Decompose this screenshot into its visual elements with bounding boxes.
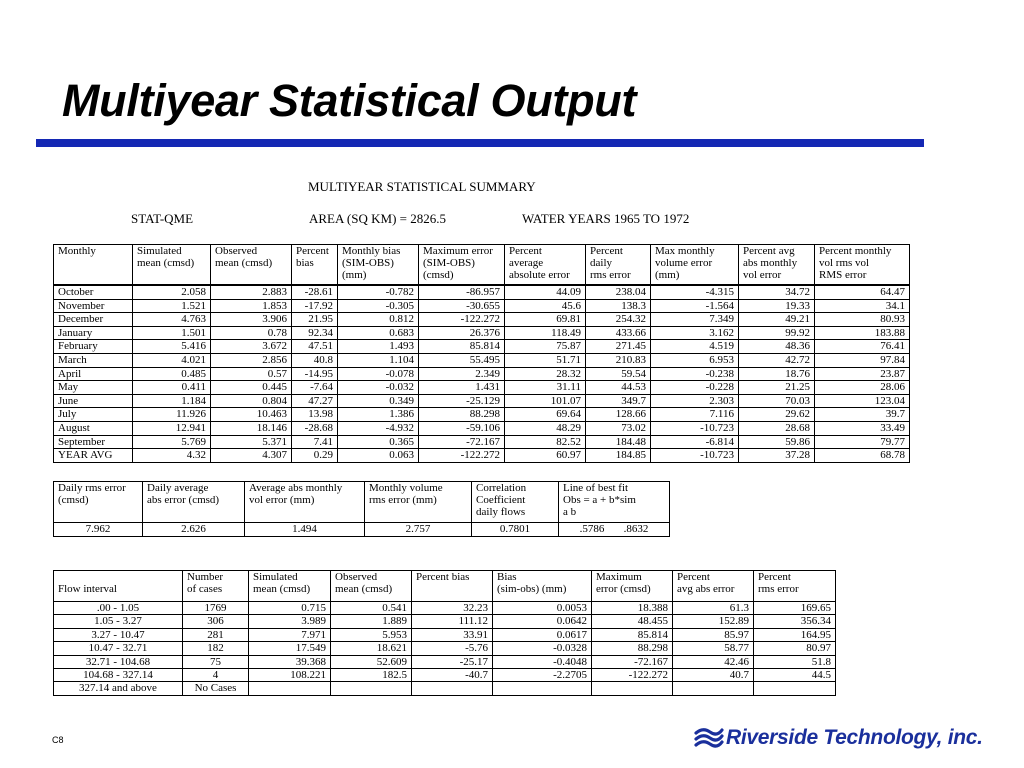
monthly-table-cell: 0.445 (211, 381, 292, 395)
monthly-table-cell: May (54, 381, 133, 395)
monthly-table-cell: April (54, 367, 133, 381)
daily-table-cell: 7.962 (54, 523, 143, 537)
monthly-table-cell: 0.063 (338, 449, 419, 463)
flow-table-cell: 0.541 (331, 602, 412, 615)
flow-table-cell (592, 682, 673, 695)
monthly-table-cell: 3.672 (211, 340, 292, 354)
monthly-table-cell: -4.932 (338, 421, 419, 435)
monthly-table-cell: 1.521 (133, 299, 211, 313)
monthly-table-cell: -0.228 (651, 381, 739, 395)
flow-table-cell: 169.65 (754, 602, 836, 615)
monthly-table-col-header: Max monthly volume error (mm) (651, 245, 739, 286)
monthly-table-cell: -14.95 (292, 367, 338, 381)
monthly-table-col-header: Percent average absolute error (505, 245, 586, 286)
monthly-table-cell: 6.953 (651, 353, 739, 367)
monthly-table-cell: 1.431 (419, 381, 505, 395)
flow-table-cell: 164.95 (754, 628, 836, 641)
flow-table-cell (493, 682, 592, 695)
summary-heading: MULTIYEAR STATISTICAL SUMMARY (308, 179, 536, 194)
flow-table-row (54, 669, 836, 682)
monthly-table-cell: 28.06 (815, 381, 910, 395)
monthly-table-cell: 70.03 (739, 394, 815, 408)
flow-table-row (54, 628, 836, 641)
monthly-table-cell: 76.41 (815, 340, 910, 354)
monthly-table-cell: 3.906 (211, 313, 292, 327)
monthly-table-cell: -30.655 (419, 299, 505, 313)
flow-table-cell: 85.814 (592, 628, 673, 641)
monthly-table-cell: 0.57 (211, 367, 292, 381)
daily-table-col-header: Average abs monthly vol error (mm) (245, 482, 365, 523)
flow-table-cell: -0.0328 (493, 642, 592, 655)
monthly-table-cell: 28.68 (739, 421, 815, 435)
monthly-table-cell: 1.104 (338, 353, 419, 367)
monthly-table-cell: 26.376 (419, 326, 505, 340)
flow-table-cell (249, 682, 331, 695)
flow-table-cell: -5.76 (412, 642, 493, 655)
monthly-table-cell: 18.146 (211, 421, 292, 435)
flow-table-col-header: Percent avg abs error (673, 571, 754, 602)
flow-table-cell: 0.715 (249, 602, 331, 615)
monthly-table-col-header: Maximum error (SIM-OBS) (cmsd) (419, 245, 505, 286)
flow-table-cell: 42.46 (673, 655, 754, 668)
monthly-table-cell: 85.814 (419, 340, 505, 354)
flow-table-cell: 51.8 (754, 655, 836, 668)
monthly-table-cell: 39.7 (815, 408, 910, 422)
monthly-table-cell: 1.501 (133, 326, 211, 340)
monthly-table-cell: 349.7 (586, 394, 651, 408)
monthly-table-cell: -0.032 (338, 381, 419, 395)
flow-table-cell: 356.34 (754, 615, 836, 628)
flow-table-cell: 306 (183, 615, 249, 628)
monthly-table-cell: 31.11 (505, 381, 586, 395)
monthly-table-cell: 45.6 (505, 299, 586, 313)
monthly-table-cell: 2.349 (419, 367, 505, 381)
monthly-table-cell: 29.62 (739, 408, 815, 422)
slide-title: Multiyear Statistical Output (62, 75, 637, 126)
monthly-table-cell: 1.386 (338, 408, 419, 422)
monthly-table-cell: -17.92 (292, 299, 338, 313)
monthly-table-cell: 48.36 (739, 340, 815, 354)
monthly-table-cell: -28.61 (292, 285, 338, 299)
monthly-table-cell: 19.33 (739, 299, 815, 313)
monthly-table-cell: -7.64 (292, 381, 338, 395)
monthly-table-cell: 44.53 (586, 381, 651, 395)
flow-table-cell: 4 (183, 669, 249, 682)
flow-table-cell: 33.91 (412, 628, 493, 641)
monthly-table-cell: October (54, 285, 133, 299)
company-name: Riverside Technology, inc. (726, 726, 983, 749)
monthly-table-cell: 12.941 (133, 421, 211, 435)
monthly-table-cell: 40.8 (292, 353, 338, 367)
water-years: WATER YEARS 1965 TO 1972 (522, 211, 690, 226)
monthly-table-cell: 37.28 (739, 449, 815, 463)
monthly-table-cell: YEAR AVG (54, 449, 133, 463)
flow-table-cell: -0.4048 (493, 655, 592, 668)
flow-table-cell: 75 (183, 655, 249, 668)
daily-stats-table (53, 481, 670, 537)
monthly-table-cell: 0.485 (133, 367, 211, 381)
monthly-table-col-header: Percent avg abs monthly vol error (739, 245, 815, 286)
flow-table-cell: 1.05 - 3.27 (54, 615, 183, 628)
monthly-table-cell: 0.349 (338, 394, 419, 408)
flow-table-row (54, 642, 836, 655)
monthly-table-cell: 64.47 (815, 285, 910, 299)
monthly-table-row (54, 340, 910, 354)
flow-table-row (54, 682, 836, 695)
monthly-table-cell: 80.93 (815, 313, 910, 327)
flow-table-cell: 1.889 (331, 615, 412, 628)
flow-table-cell: 48.455 (592, 615, 673, 628)
monthly-table-cell: 59.54 (586, 367, 651, 381)
flow-table-cell: 111.12 (412, 615, 493, 628)
monthly-table-cell: 184.48 (586, 435, 651, 449)
monthly-table-cell: 55.495 (419, 353, 505, 367)
monthly-table-row (54, 421, 910, 435)
monthly-table-cell: 21.25 (739, 381, 815, 395)
flow-table-cell: 0.0617 (493, 628, 592, 641)
daily-table-cell: 2.757 (365, 523, 472, 537)
daily-table-cell: 2.626 (143, 523, 245, 537)
monthly-table-cell: 5.769 (133, 435, 211, 449)
flow-table-row (54, 602, 836, 615)
daily-table-col-header: Daily rms error (cmsd) (54, 482, 143, 523)
monthly-table-cell: 48.29 (505, 421, 586, 435)
flow-table-col-header: Bias (sim-obs) (mm) (493, 571, 592, 602)
flow-table-cell: 58.77 (673, 642, 754, 655)
monthly-table-cell: 18.76 (739, 367, 815, 381)
monthly-table-cell: 99.92 (739, 326, 815, 340)
monthly-table-cell: 33.49 (815, 421, 910, 435)
monthly-table-cell: January (54, 326, 133, 340)
monthly-table-cell: 0.78 (211, 326, 292, 340)
monthly-table-cell: 271.45 (586, 340, 651, 354)
monthly-table-col-header: Monthly bias (SIM-OBS) (mm) (338, 245, 419, 286)
daily-table-header (54, 482, 670, 523)
monthly-table-cell: -59.106 (419, 421, 505, 435)
flow-table-cell: 80.97 (754, 642, 836, 655)
monthly-table-row (54, 313, 910, 327)
flow-table-row (54, 615, 836, 628)
flow-table-col-header: Flow interval (54, 571, 183, 602)
flow-table-cell: 104.68 - 327.14 (54, 669, 183, 682)
monthly-table-cell: 47.51 (292, 340, 338, 354)
monthly-table-cell: 34.1 (815, 299, 910, 313)
flow-table-cell: -40.7 (412, 669, 493, 682)
monthly-table-row (54, 367, 910, 381)
flow-table-col-header: Percent bias (412, 571, 493, 602)
flow-table-cell: .00 - 1.05 (54, 602, 183, 615)
monthly-table-col-header: Percent daily rms error (586, 245, 651, 286)
monthly-table-col-header: Percent monthly vol rms vol RMS error (815, 245, 910, 286)
monthly-table-row (54, 326, 910, 340)
monthly-table-cell: 4.021 (133, 353, 211, 367)
monthly-table-cell: -28.68 (292, 421, 338, 435)
monthly-table-cell: 60.97 (505, 449, 586, 463)
monthly-table-cell: 118.49 (505, 326, 586, 340)
monthly-table-cell: -25.129 (419, 394, 505, 408)
flow-table-cell: 85.97 (673, 628, 754, 641)
monthly-table-cell: 88.298 (419, 408, 505, 422)
flow-table-cell: 327.14 and above (54, 682, 183, 695)
monthly-table-cell: -6.814 (651, 435, 739, 449)
monthly-table-cell: -122.272 (419, 313, 505, 327)
monthly-table-cell: 3.162 (651, 326, 739, 340)
monthly-table-row (54, 449, 910, 463)
flow-table-cell: 39.368 (249, 655, 331, 668)
flow-table-cell: 182.5 (331, 669, 412, 682)
monthly-table-cell: 123.04 (815, 394, 910, 408)
monthly-table-cell: 47.27 (292, 394, 338, 408)
daily-table-col-header: Line of best fit Obs = a + b*sim a b (559, 482, 670, 523)
title-underline (36, 139, 924, 147)
monthly-table-cell: 5.416 (133, 340, 211, 354)
monthly-table-cell: 23.87 (815, 367, 910, 381)
flow-table-cell (412, 682, 493, 695)
monthly-table-cell: 7.41 (292, 435, 338, 449)
monthly-table-cell: -0.078 (338, 367, 419, 381)
monthly-table-col-header: Simulated mean (cmsd) (133, 245, 211, 286)
flow-table-cell: 88.298 (592, 642, 673, 655)
flow-table-cell: 182 (183, 642, 249, 655)
daily-table-row (54, 523, 670, 537)
monthly-table-cell: 97.84 (815, 353, 910, 367)
monthly-table-cell: -86.957 (419, 285, 505, 299)
flow-table-cell: 18.621 (331, 642, 412, 655)
monthly-table-cell: -4.315 (651, 285, 739, 299)
daily-table-cell: 0.7801 (472, 523, 559, 537)
monthly-table-cell: 5.371 (211, 435, 292, 449)
flow-table-cell: 32.71 - 104.68 (54, 655, 183, 668)
monthly-table-cell: 68.78 (815, 449, 910, 463)
monthly-table-cell: -10.723 (651, 449, 739, 463)
monthly-table-cell: 4.307 (211, 449, 292, 463)
monthly-table-col-header: Observed mean (cmsd) (211, 245, 292, 286)
flow-table-cell: 5.953 (331, 628, 412, 641)
monthly-table-cell: 42.72 (739, 353, 815, 367)
monthly-table-cell: 7.116 (651, 408, 739, 422)
flow-table-cell: 44.5 (754, 669, 836, 682)
monthly-table-cell: 2.058 (133, 285, 211, 299)
flow-table-cell: 61.3 (673, 602, 754, 615)
flow-table-cell: 3.989 (249, 615, 331, 628)
flow-table-cell (673, 682, 754, 695)
monthly-table-cell: 1.493 (338, 340, 419, 354)
monthly-table-cell: -1.564 (651, 299, 739, 313)
monthly-table-cell: 128.66 (586, 408, 651, 422)
flow-table-cell: 152.89 (673, 615, 754, 628)
monthly-table-cell: 210.83 (586, 353, 651, 367)
monthly-table-cell: 73.02 (586, 421, 651, 435)
flow-table-cell: 10.47 - 32.71 (54, 642, 183, 655)
monthly-table-cell: 433.66 (586, 326, 651, 340)
monthly-table-cell: December (54, 313, 133, 327)
flow-table-cell: 40.7 (673, 669, 754, 682)
monthly-table-cell: 138.3 (586, 299, 651, 313)
monthly-table-cell: -0.238 (651, 367, 739, 381)
area-label: AREA (SQ KM) = 2826.5 (309, 211, 446, 226)
monthly-table-row (54, 299, 910, 313)
monthly-table-cell: -72.167 (419, 435, 505, 449)
flow-table-cell (754, 682, 836, 695)
flow-table-row (54, 655, 836, 668)
monthly-table-cell: 28.32 (505, 367, 586, 381)
monthly-table-cell: 2.856 (211, 353, 292, 367)
station-id: STAT-QME (131, 211, 194, 226)
monthly-table-cell: -0.782 (338, 285, 419, 299)
flow-table-cell: 32.23 (412, 602, 493, 615)
monthly-table-cell: September (54, 435, 133, 449)
monthly-table-cell: 0.29 (292, 449, 338, 463)
monthly-table-cell: August (54, 421, 133, 435)
monthly-table-cell: -122.272 (419, 449, 505, 463)
flow-table-cell: 1769 (183, 602, 249, 615)
flow-table-cell: -72.167 (592, 655, 673, 668)
flow-table-col-header: Simulated mean (cmsd) (249, 571, 331, 602)
flow-table-cell: 0.0053 (493, 602, 592, 615)
monthly-table-cell: 1.184 (133, 394, 211, 408)
daily-table-col-header: Daily average abs error (cmsd) (143, 482, 245, 523)
monthly-table-cell: 0.804 (211, 394, 292, 408)
monthly-table-cell: 7.349 (651, 313, 739, 327)
monthly-table-cell: 2.883 (211, 285, 292, 299)
monthly-table-cell: November (54, 299, 133, 313)
monthly-table-cell: 0.683 (338, 326, 419, 340)
flow-table-cell: No Cases (183, 682, 249, 695)
flow-table-col-header: Observed mean (cmsd) (331, 571, 412, 602)
monthly-table-row (54, 394, 910, 408)
monthly-table-row (54, 408, 910, 422)
flow-table-col-header: Maximum error (cmsd) (592, 571, 673, 602)
monthly-table-cell: 254.32 (586, 313, 651, 327)
monthly-table-cell: February (54, 340, 133, 354)
flow-table-cell: -2.2705 (493, 669, 592, 682)
monthly-table-cell: 238.04 (586, 285, 651, 299)
monthly-table-row (54, 353, 910, 367)
flow-table-cell: -25.17 (412, 655, 493, 668)
daily-table-col-header: Correlation Coefficient daily flows (472, 482, 559, 523)
flow-table-cell: 3.27 - 10.47 (54, 628, 183, 641)
monthly-table-cell: 11.926 (133, 408, 211, 422)
flow-table-cell: 0.0642 (493, 615, 592, 628)
riverside-wave-icon (694, 725, 724, 751)
monthly-table-cell: 69.81 (505, 313, 586, 327)
monthly-table-row (54, 285, 910, 299)
flow-table-cell: 18.388 (592, 602, 673, 615)
monthly-table-cell: 0.411 (133, 381, 211, 395)
flow-table-cell: 17.549 (249, 642, 331, 655)
flow-table-cell: 52.609 (331, 655, 412, 668)
monthly-table-row (54, 381, 910, 395)
flow-table-cell: 281 (183, 628, 249, 641)
company-logo (694, 722, 983, 754)
daily-table-col-header: Monthly volume rms error (mm) (365, 482, 472, 523)
monthly-table-cell: 184.85 (586, 449, 651, 463)
monthly-table-cell: 13.98 (292, 408, 338, 422)
flow-table-cell (331, 682, 412, 695)
monthly-table-cell: June (54, 394, 133, 408)
monthly-table-cell: 101.07 (505, 394, 586, 408)
daily-table-cell: .5786 .8632 (559, 523, 670, 537)
flow-interval-table (53, 570, 836, 696)
monthly-table-cell: 75.87 (505, 340, 586, 354)
flow-table-col-header: Number of cases (183, 571, 249, 602)
monthly-table-cell: March (54, 353, 133, 367)
monthly-table-cell: 4.763 (133, 313, 211, 327)
monthly-table-cell: 0.365 (338, 435, 419, 449)
monthly-table-cell: 21.95 (292, 313, 338, 327)
monthly-table-cell: 92.34 (292, 326, 338, 340)
monthly-table-cell: 0.812 (338, 313, 419, 327)
monthly-table-cell: 82.52 (505, 435, 586, 449)
slide-code: C8 (52, 735, 64, 745)
monthly-table-cell: 34.72 (739, 285, 815, 299)
monthly-table-cell: 51.71 (505, 353, 586, 367)
monthly-table-row (54, 435, 910, 449)
monthly-table-cell: 49.21 (739, 313, 815, 327)
monthly-table-header (54, 245, 910, 286)
monthly-table-cell: -0.305 (338, 299, 419, 313)
monthly-table-cell: 10.463 (211, 408, 292, 422)
monthly-table-cell: 44.09 (505, 285, 586, 299)
monthly-table-cell: 69.64 (505, 408, 586, 422)
daily-table-cell: 1.494 (245, 523, 365, 537)
monthly-table-cell: 4.519 (651, 340, 739, 354)
monthly-table-cell: July (54, 408, 133, 422)
flow-table-header (54, 571, 836, 602)
monthly-table-col-header: Monthly (54, 245, 133, 286)
monthly-table-col-header: Percent bias (292, 245, 338, 286)
flow-table-cell: 7.971 (249, 628, 331, 641)
monthly-table-cell: 4.32 (133, 449, 211, 463)
monthly-table-cell: 79.77 (815, 435, 910, 449)
flow-table-cell: 108.221 (249, 669, 331, 682)
monthly-table-cell: 59.86 (739, 435, 815, 449)
monthly-table-cell: 1.853 (211, 299, 292, 313)
monthly-stats-table (53, 244, 910, 463)
monthly-table-cell: -10.723 (651, 421, 739, 435)
monthly-table-cell: 2.303 (651, 394, 739, 408)
flow-table-col-header: Percent rms error (754, 571, 836, 602)
flow-table-cell: -122.272 (592, 669, 673, 682)
monthly-table-cell: 183.88 (815, 326, 910, 340)
